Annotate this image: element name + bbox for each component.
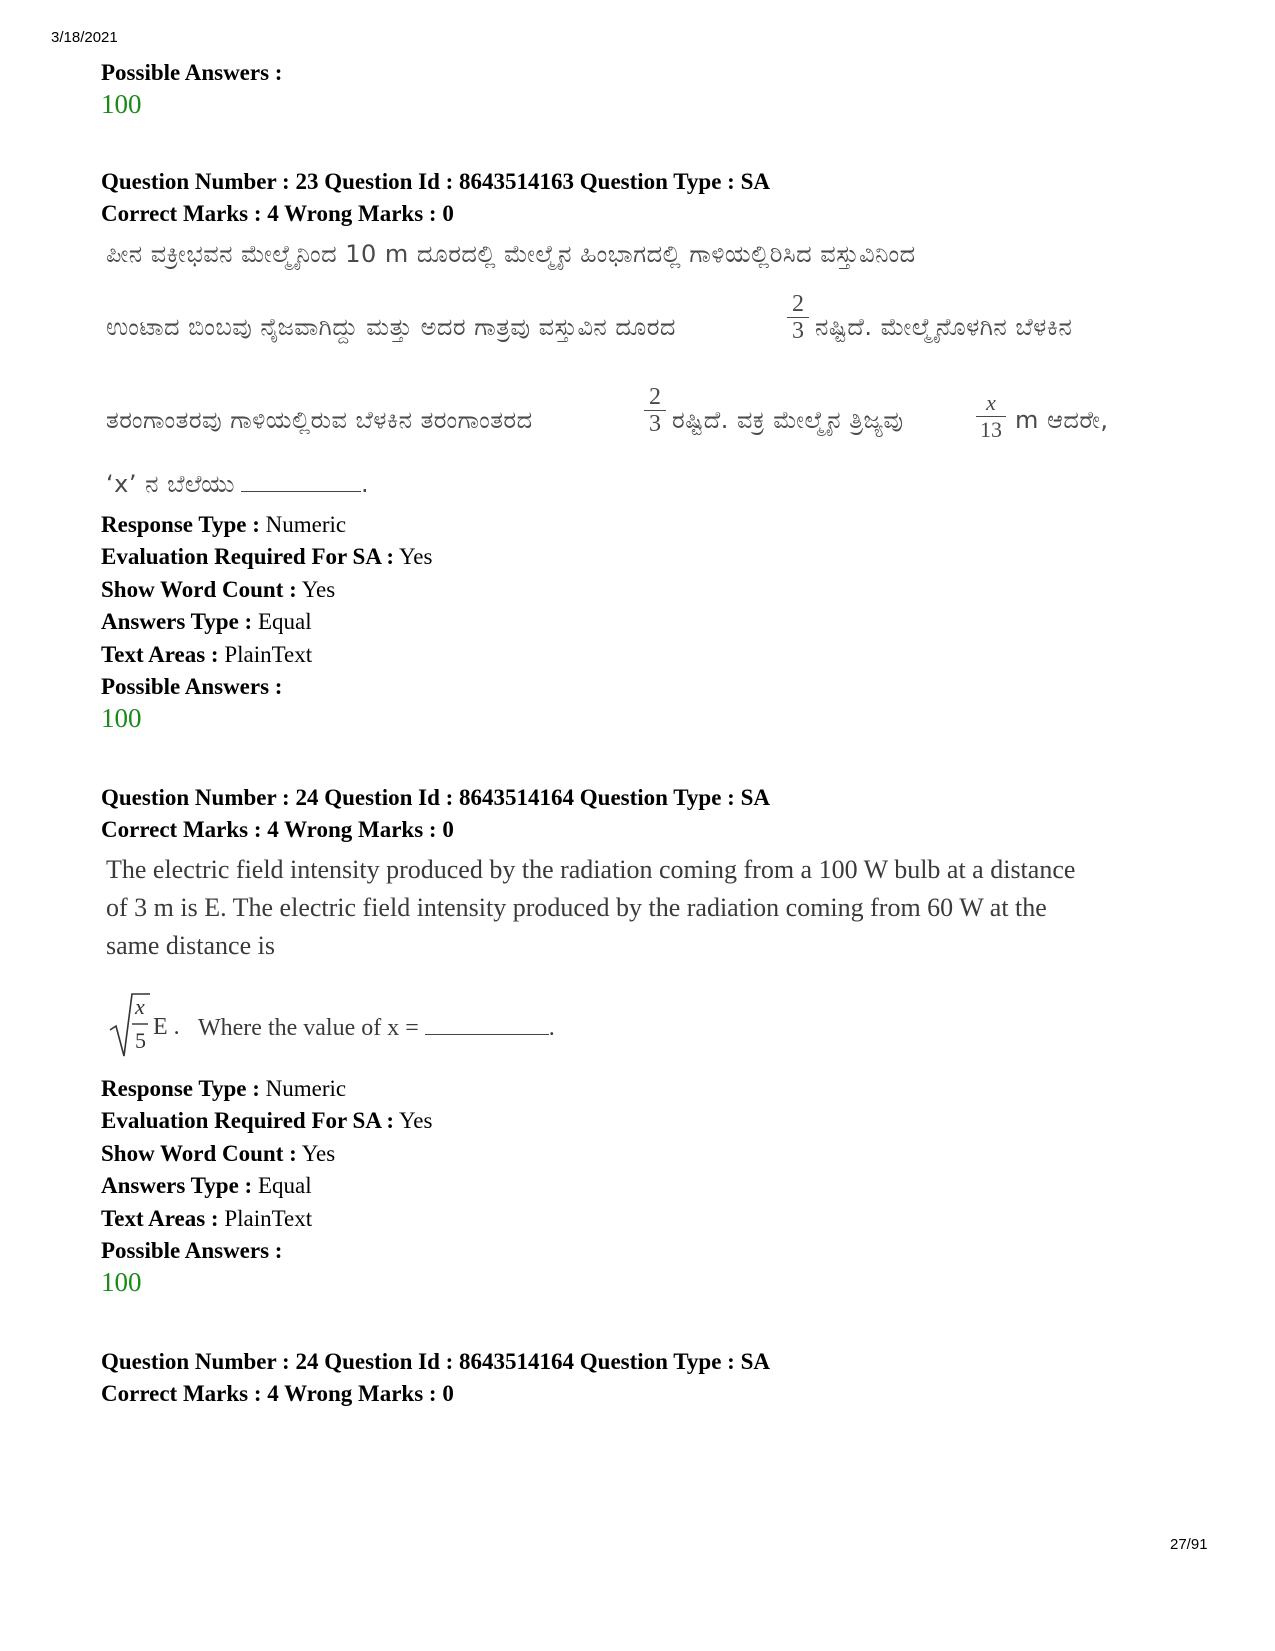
question-marks: Correct Marks : 4 Wrong Marks : 0 bbox=[101, 817, 454, 842]
sqrt-denominator: 5 bbox=[135, 1028, 146, 1053]
page-number: 27/91 bbox=[1170, 1536, 1208, 1553]
response-type: Response Type : Numeric bbox=[101, 1076, 347, 1101]
question-line: The electric field intensity produced by the radiation coming from a 100 W bulb at a distance bbox=[106, 855, 1076, 884]
fraction: x 13 bbox=[974, 390, 1008, 443]
question-marks: Correct Marks : 4 Wrong Marks : 0 bbox=[101, 201, 454, 226]
question-marks: Correct Marks : 4 Wrong Marks : 0 bbox=[101, 1381, 454, 1406]
question-line: ನಷ್ಟಿದೆ. ಮೇಲ್ಮೈನೊಳಗಿನ ಬೆಳಕಿನ bbox=[815, 313, 1073, 341]
answers-type: Answers Type : Equal bbox=[101, 1173, 312, 1198]
question-line: of 3 m is E. The electric field intensity produced by the radiation coming from 60 W at the bbox=[106, 893, 1047, 922]
response-type: Response Type : Numeric bbox=[101, 512, 347, 537]
question-line: ಉಂಟಾದ ಬಿಂಬವು ನೈಜವಾಗಿದ್ದು ಮತ್ತು ಅದರ ಗಾತ್ರವು ವಸ್ತುವಿನ ದೂರದ bbox=[106, 313, 676, 341]
possible-answers-value: 100 bbox=[101, 1267, 142, 1297]
question-title: Question Number : 24 Question Id : 8643514164 Question Type : SA bbox=[101, 785, 770, 810]
question-line: ತರಂಗಾಂತರವು ಗಾಳಿಯಲ್ಲಿರುವ ಬೆಳಕಿನ ತರಂಗಾಂತರದ bbox=[106, 406, 533, 434]
evaluation-required: Evaluation Required For SA : Yes bbox=[101, 1108, 433, 1133]
question-line: ಪೀನ ವಕ್ರೀಭವನ ಮೇಲ್ಮೈನಿಂದ 10 m ದೂರದಲ್ಲಿ ಮೇಲ್ಮೈನ ಹಿಂಭಾಗದಲ್ಲಿ ಗಾಳಿಯಲ್ಲಿರಿಸಿದ ವಸ್ತುವಿನಿಂದ bbox=[106, 240, 916, 268]
possible-answers-value: 100 bbox=[101, 703, 142, 733]
text-areas: Text Areas : PlainText bbox=[101, 642, 313, 667]
sqrt-numerator: x bbox=[135, 994, 145, 1019]
question-line: m ಆದರೇ, bbox=[1015, 406, 1109, 434]
fraction: 2 3 bbox=[785, 291, 811, 344]
evaluation-required: Evaluation Required For SA : Yes bbox=[101, 544, 433, 569]
question-line: ‘x’ ನ ಬೆಲೆಯು . bbox=[106, 470, 370, 498]
question-title: Question Number : 23 Question Id : 8643514163 Question Type : SA bbox=[101, 169, 770, 194]
sqrt-expression bbox=[108, 990, 150, 1060]
question-line: ರಷ್ಟಿದೆ. ವಕ್ರ ಮೇಲ್ಮೈನ ತ್ರಿಜ್ಯವು bbox=[672, 406, 904, 434]
possible-answers-label: Possible Answers : bbox=[101, 60, 283, 85]
possible-answers-label: Possible Answers : bbox=[101, 1238, 283, 1263]
question-title: Question Number : 24 Question Id : 8643514164 Question Type : SA bbox=[101, 1349, 770, 1374]
question-line: Where the value of x = . bbox=[198, 1015, 555, 1041]
text-areas: Text Areas : PlainText bbox=[101, 1206, 313, 1231]
question-line: same distance is bbox=[106, 931, 275, 960]
fraction: 2 3 bbox=[642, 384, 668, 437]
print-date: 3/18/2021 bbox=[51, 29, 118, 46]
answers-type: Answers Type : Equal bbox=[101, 609, 312, 634]
show-word-count: Show Word Count : Yes bbox=[101, 577, 336, 602]
show-word-count: Show Word Count : Yes bbox=[101, 1141, 336, 1166]
possible-answers-label: Possible Answers : bbox=[101, 674, 283, 699]
possible-answers-value: 100 bbox=[101, 89, 142, 119]
question-line: E . bbox=[153, 1014, 180, 1040]
